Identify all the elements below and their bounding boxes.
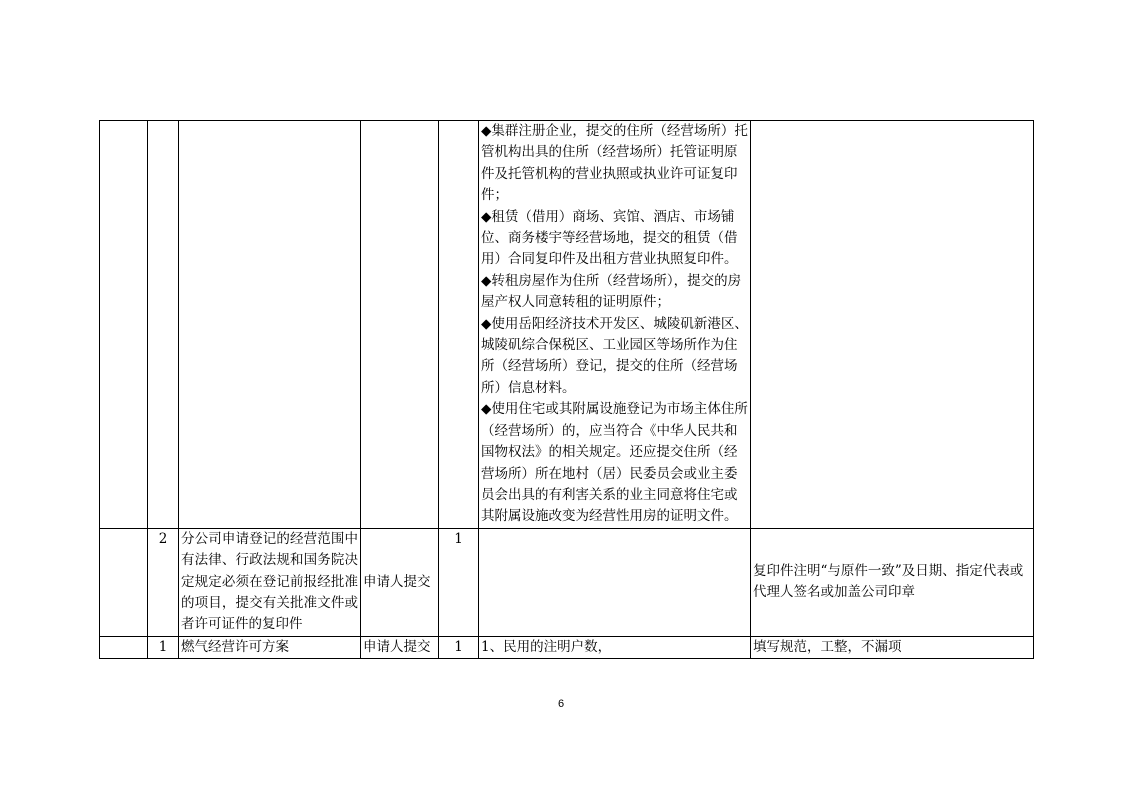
content-paragraph: ◆转租房屋作为住所（经营场所），提交的房屋产权人同意转租的证明原件； [481, 272, 742, 311]
requirement-cell: 填写规范，工整，不漏项 [751, 636, 1034, 658]
materials-table [99, 120, 1034, 659]
number-cell: 2 [148, 528, 179, 636]
copies-cell: 1 [439, 636, 479, 658]
content-cell [479, 121, 751, 529]
content-paragraph: ◆使用住宅或其附属设施登记为市场主体住所（经营场所）的，应当符合《中华人民共和国物权法》的相关规定。还应提交住所（经营场所）所在地村（居）民委员会或业主委员会出具的有利害关系的业主同意将住宅或其附属设施改变为经营性用房的证明文件。 [481, 401, 748, 525]
material-cell [179, 121, 361, 529]
content-cell: 1、民用的注明户数， [479, 636, 751, 658]
content-paragraph: ◆集群注册企业，提交的住所（经营场所）托管机构出具的住所（经营场所）托管证明原件及托管机构的营业执照或执业许可证复印件； [481, 123, 748, 204]
source-cell: 申请人提交 [361, 528, 439, 636]
number-cell: 1 [148, 636, 179, 658]
number-cell [148, 121, 179, 529]
content-paragraph: ◆使用岳阳经济技术开发区、城陵矶新港区、城陵矶综合保税区、工业园区等场所作为住所（经营场所）登记，提交的住所（经营场所）信息材料。 [481, 315, 748, 396]
table-row [100, 121, 1034, 529]
copies-cell [439, 121, 479, 529]
category-cell [100, 121, 148, 529]
source-cell [361, 121, 439, 529]
table-row [100, 528, 1034, 636]
page-number: 6 [557, 698, 565, 710]
requirement-cell: 复印件注明“与原件一致”及日期、指定代表或代理人签名或加盖公司印章 [751, 528, 1034, 636]
copies-cell: 1 [439, 528, 479, 636]
source-cell: 申请人提交 [361, 636, 439, 658]
content-cell [479, 528, 751, 636]
material-cell: 分公司申请登记的经营范围中有法律、行政法规和国务院决定规定必须在登记前报经批准的项目，提交有关批准文件或者许可证件的复印件 [179, 528, 361, 636]
category-cell [100, 636, 148, 658]
material-cell: 燃气经营许可方案 [179, 636, 361, 658]
requirement-cell [751, 121, 1034, 529]
content-paragraph: ◆租赁（借用）商场、宾馆、酒店、市场铺位、商务楼宇等经营场地，提交的租赁（借用）合同复印件及出租方营业执照复印件。 [481, 208, 738, 268]
table-row [100, 636, 1034, 658]
category-cell [100, 528, 148, 636]
